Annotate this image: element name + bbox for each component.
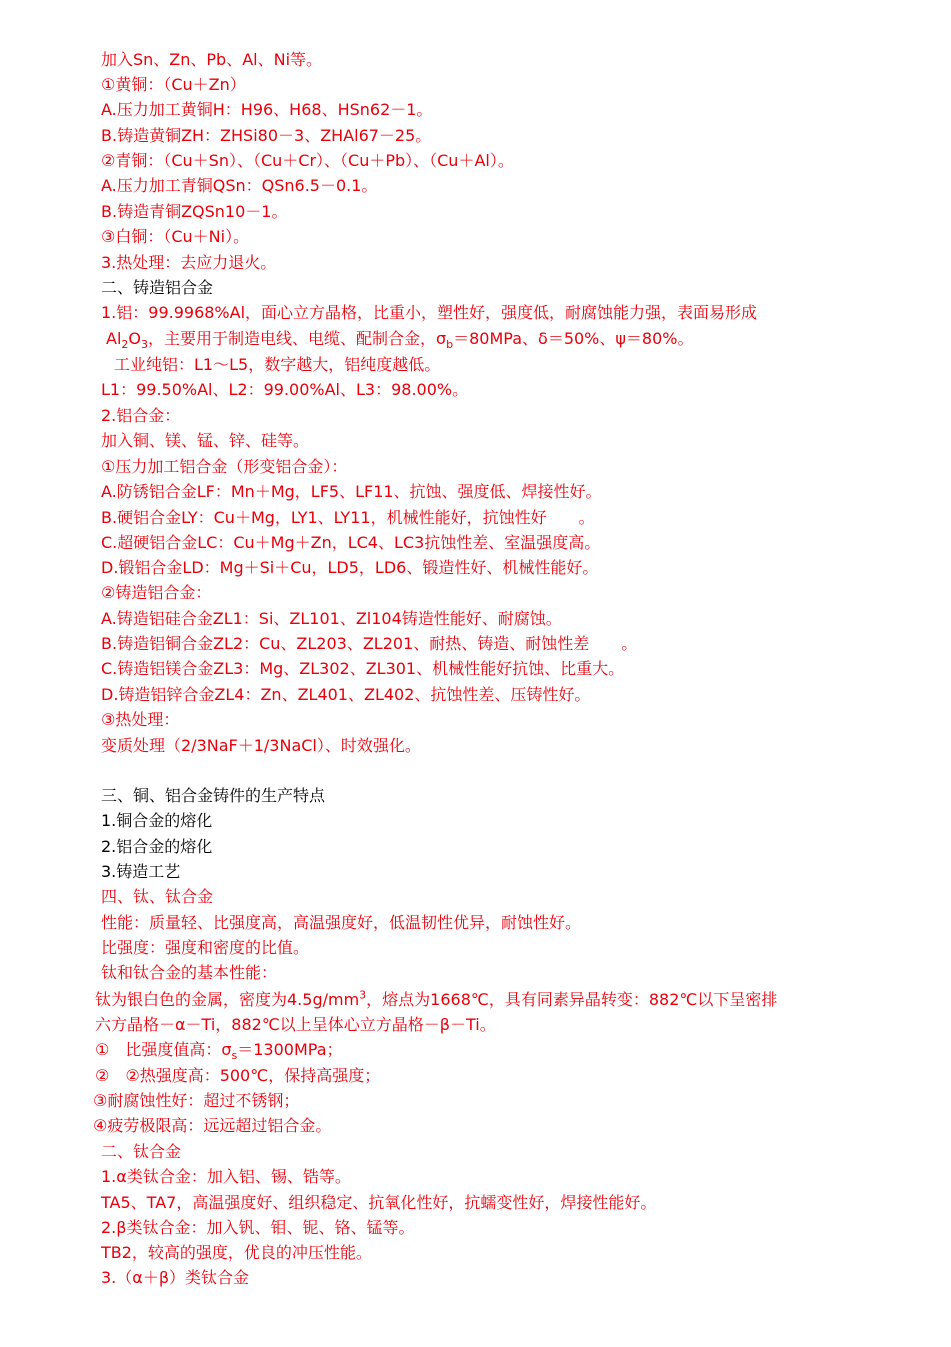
text-run: Al	[106, 329, 122, 348]
text-line: 钛和钛合金的基本性能：	[101, 963, 278, 982]
text-line: A.压力加工黄铜H：H96、H68、HSn62－1。	[101, 100, 433, 119]
text-line: A.防锈铝合金LF：Mn＋Mg，LF5、LF11、抗蚀、强度低、焊接性好。	[101, 482, 602, 501]
text-line: 性能：质量轻、比强度高，高温强度好，低温韧性优异，耐蚀性好。	[101, 913, 582, 932]
text-line: 3.（α＋β）类钛合金	[101, 1268, 250, 1287]
text-line: 1.铜合金的熔化	[101, 811, 213, 830]
text-line: 加入铜、镁、锰、锌、硅等。	[101, 431, 310, 450]
text-line: ②青铜：（Cu＋Sn）、（Cu＋Cr）、（Cu＋Pb）、（Cu＋Al）。	[101, 151, 514, 170]
subscript: b	[446, 338, 454, 352]
text-line-formula	[95, 990, 777, 1012]
text-line: TA5、TA7，高温强度好、组织稳定、抗氧化性好，抗蠕变性好，焊接性能好。	[101, 1193, 657, 1212]
text-line: 2.β类钛合金：加入钒、钼、铌、铬、锰等。	[101, 1218, 415, 1237]
section-heading: 三、铜、铝合金铸件的生产特点	[101, 786, 326, 805]
text-line: 1.铝：99.9968%Al，面心立方晶格，比重小，塑性好，强度低，耐腐蚀能力强，表面易形成	[101, 303, 758, 322]
text-line: 加入Sn、Zn、Pb、Al、Ni等。	[101, 50, 323, 69]
text-line: C.超硬铝合金LC：Cu＋Mg＋Zn，LC4、LC3抗蚀性差、室温强度高。	[101, 533, 601, 552]
text-line: D.锻铝合金LD：Mg＋Si＋Cu，LD5，LD6、锻造性好、机械性能好。	[101, 558, 599, 577]
text-run: 钛为银白色的金属，密度为4.5g/mm	[95, 990, 360, 1009]
text-run: ，熔点为1668℃，具有同素异晶转变：882℃以下呈密排	[366, 990, 778, 1009]
text-run: ，主要用于制造电线、电缆、配制合金，σ	[147, 329, 447, 348]
text-line: A.铸造铝硅合金ZL1：Si、ZL101、Zl104铸造性能好、耐腐蚀。	[101, 609, 562, 628]
text-line: 2.铝合金：	[101, 406, 181, 425]
text-line: ②铸造铝合金：	[101, 583, 212, 602]
text-line: B.铸造黄铜ZH：ZHSi80－3、ZHAl67－25。	[101, 126, 432, 145]
text-line: 1.α类钛合金：加入铝、锡、锆等。	[101, 1167, 351, 1186]
text-line-formula	[95, 1040, 343, 1062]
superscript: 3	[359, 988, 367, 1002]
text-run: ＝80MPa、δ＝50%、ψ＝80%。	[453, 329, 694, 348]
text-line: ③白铜：（Cu＋Ni）。	[101, 227, 250, 246]
text-line: A.压力加工青铜QSn：QSn6.5－0.1。	[101, 176, 378, 195]
text-line: B.硬铝合金LY：Cu＋Mg，LY1、LY11，机械性能好，抗蚀性好 。	[101, 508, 595, 527]
text-run: O	[128, 329, 141, 348]
text-line: ④疲劳极限高：远远超过铝合金。	[93, 1116, 332, 1135]
text-line: ② ②热强度高：500℃，保持高强度；	[95, 1066, 381, 1085]
text-line: D.铸造铝锌合金ZL4：Zn、ZL401、ZL402、抗蚀性差、压铸性好。	[101, 685, 591, 704]
text-line-formula	[106, 329, 694, 351]
text-line: B.铸造铝铜合金ZL2：Cu、ZL203、ZL201、耐热、铸造、耐蚀性差 。	[101, 634, 638, 653]
subscript: 3	[140, 338, 148, 352]
section-heading: 二、铸造铝合金	[101, 278, 214, 297]
text-line: 比强度：强度和密度的比值。	[101, 938, 310, 957]
section-heading: 四、钛、钛合金	[101, 887, 214, 906]
text-line: ③耐腐蚀性好：超过不锈钢；	[93, 1091, 300, 1110]
text-line: 工业纯铝：L1～L5，数字越大，铝纯度越低。	[114, 355, 441, 374]
text-line: ③热处理：	[101, 710, 180, 729]
text-line: B.铸造青铜ZQSn10－1。	[101, 202, 288, 221]
text-line: C.铸造铝镁合金ZL3：Mg、ZL302、ZL301、机械性能好抗蚀、比重大。	[101, 659, 625, 678]
text-line: ①压力加工铝合金（形变铝合金）：	[101, 457, 348, 476]
text-line: ①黄铜：（Cu＋Zn）	[101, 75, 246, 94]
subscript: 2	[121, 338, 129, 352]
subscript: s	[231, 1049, 238, 1063]
text-line: 变质处理（2/3NaF＋1/3NaCl）、时效强化。	[101, 736, 421, 755]
text-run: ＝1300MPa；	[237, 1040, 343, 1059]
text-line: 六方晶格－α－Ti，882℃以上呈体心立方晶格－β－Ti。	[95, 1015, 496, 1034]
text-run: ① 比强度值高：σ	[95, 1040, 232, 1059]
text-line: TB2，较高的强度，优良的冲压性能。	[101, 1243, 372, 1262]
text-line: 2.铝合金的熔化	[101, 837, 213, 856]
text-line: 3.铸造工艺	[101, 862, 181, 881]
text-line: 3.热处理：去应力退火。	[101, 253, 277, 272]
section-heading: 二、钛合金	[101, 1142, 182, 1161]
text-line: L1：99.50%Al、L2：99.00%Al、L3：98.00%。	[101, 380, 469, 399]
